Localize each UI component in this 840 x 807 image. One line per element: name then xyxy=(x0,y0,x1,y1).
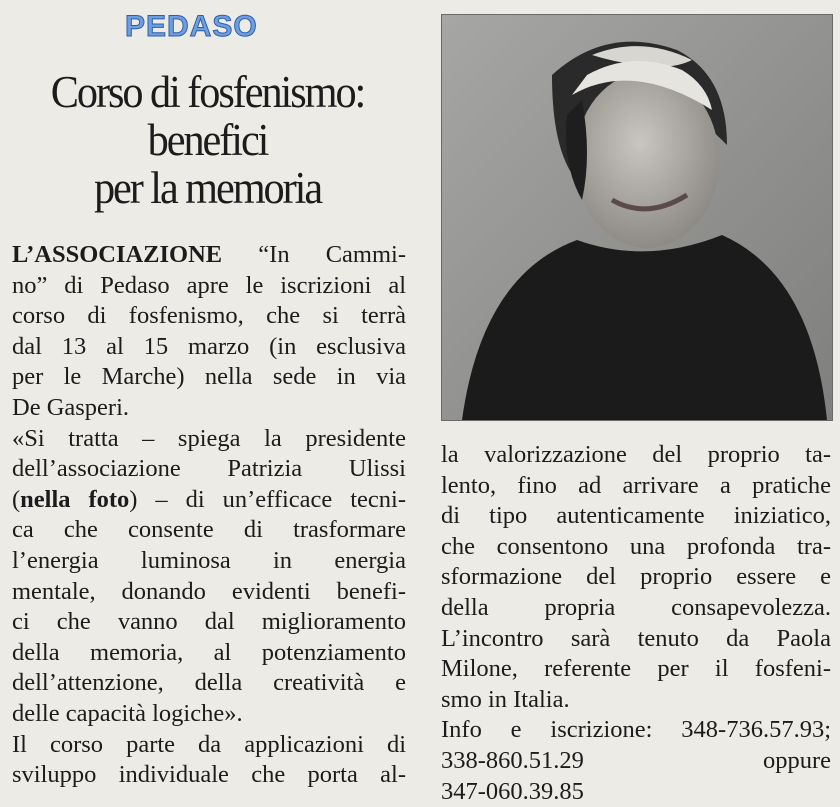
text-line xyxy=(12,454,406,485)
line-text: l’energia luminosa in energia xyxy=(12,546,406,574)
line-text: mentale, donando evidenti benefi- xyxy=(12,577,406,605)
text-line xyxy=(12,271,406,302)
line-text: dal 13 al 15 marzo (in esclusiva xyxy=(12,332,406,360)
text-line xyxy=(12,607,406,638)
line-text: per le Marche) nella sede in via xyxy=(12,363,406,391)
text-line xyxy=(12,668,406,699)
photo-reference: nella foto xyxy=(20,485,130,513)
line-text: sviluppo individuale che porta al- xyxy=(12,761,406,789)
section-label: PEDASO xyxy=(125,10,258,43)
line-text: Milone, referente per il fosfeni- xyxy=(441,655,831,683)
headline xyxy=(12,68,402,212)
line-text: della propria consapevolezza. xyxy=(441,593,831,621)
headline-line: benefici xyxy=(147,115,268,165)
line-text: dell’attenzione, della creatività e xyxy=(12,669,406,697)
line-text: sformazione del proprio essere e xyxy=(441,563,831,591)
text-line xyxy=(441,501,831,532)
text-line xyxy=(12,240,406,271)
line-text: lento, fino ad arrivare a pratiche xyxy=(441,471,831,499)
line-prefix: ( xyxy=(12,485,21,513)
right-text-column xyxy=(441,440,831,807)
text-line xyxy=(12,485,406,516)
line-text: 347-060.39.85 xyxy=(441,777,584,805)
line-text: Il corso parte da applicazioni di xyxy=(12,730,406,758)
line-text: no” di Pedaso apre le iscrizioni al xyxy=(12,271,406,299)
line-text: Info e iscrizione: 348-736.57.93; xyxy=(441,716,831,744)
text-line xyxy=(12,699,406,730)
line-text: che consentono una profonda tra- xyxy=(441,532,831,560)
portrait-illustration xyxy=(442,15,832,420)
left-text-column xyxy=(12,240,406,791)
text-line xyxy=(12,730,406,761)
line-text: dell’associazione Patrizia Ulissi xyxy=(12,455,406,483)
line-text: ) – di un’efficace tecni- xyxy=(129,485,406,513)
line-text: la valorizzazione del proprio ta- xyxy=(441,441,831,468)
line-text: L’incontro sarà tenuto da Paola xyxy=(441,624,831,652)
text-line xyxy=(12,515,406,546)
text-line xyxy=(441,562,831,593)
line-text: smo in Italia. xyxy=(441,685,570,713)
headline-line: Corso di fosfenismo: xyxy=(50,67,365,117)
line-text: De Gasperi. xyxy=(12,393,130,421)
text-line xyxy=(441,471,831,502)
line-text: «Si tratta – spiega la presidente xyxy=(12,424,406,452)
text-line xyxy=(12,362,406,393)
text-line xyxy=(12,393,406,424)
line-text: di tipo autenticamente iniziatico, xyxy=(441,502,831,530)
text-line xyxy=(12,424,406,455)
text-line xyxy=(441,746,831,777)
line-text: della memoria, al potenziamento xyxy=(12,638,406,666)
text-line xyxy=(441,654,831,685)
line-text: ca che consente di trasformare xyxy=(12,516,406,544)
text-line xyxy=(12,301,406,332)
text-line xyxy=(12,638,406,669)
lead-in: L’ASSOCIAZIONE xyxy=(12,241,223,268)
text-line xyxy=(12,546,406,577)
text-line xyxy=(12,577,406,608)
line-text: delle capacità logiche». xyxy=(12,699,243,727)
text-line xyxy=(441,685,831,716)
text-line xyxy=(441,715,831,746)
text-line xyxy=(441,624,831,655)
text-line xyxy=(441,777,831,807)
text-line xyxy=(441,532,831,563)
line-text: “In Cammi- xyxy=(222,241,406,268)
line-text: corso di fosfenismo, che si terrà xyxy=(12,302,406,330)
text-line xyxy=(441,440,831,471)
line-text: ci che vanno dal miglioramento xyxy=(12,608,406,636)
text-line xyxy=(12,760,406,791)
text-line xyxy=(12,332,406,363)
text-line xyxy=(441,593,831,624)
portrait-photo xyxy=(441,14,833,421)
line-text: 338-860.51.29 oppure xyxy=(441,746,831,774)
headline-line: per la memoria xyxy=(93,163,322,213)
